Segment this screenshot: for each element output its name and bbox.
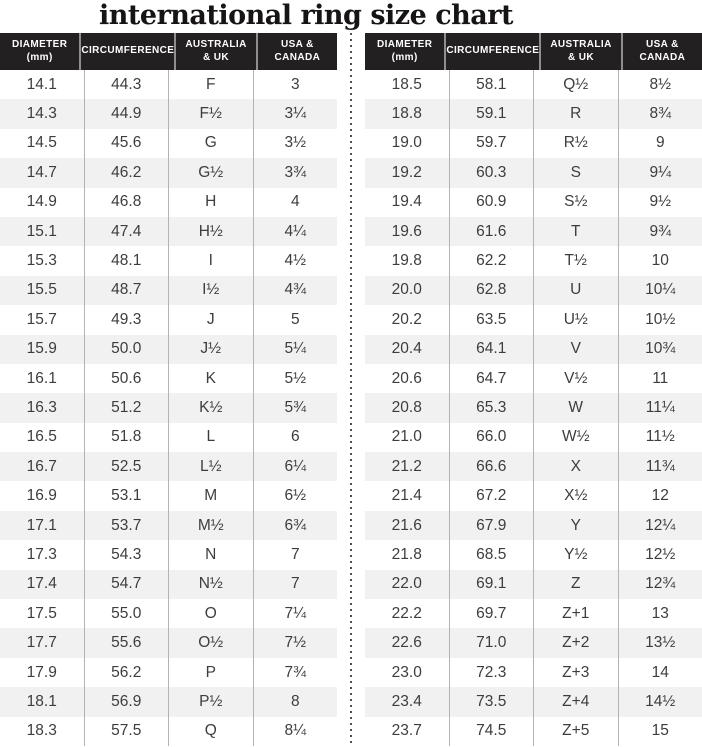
table-cell: K xyxy=(168,364,253,393)
table-cell: 67.2 xyxy=(449,481,534,510)
table-row xyxy=(0,70,337,99)
table-cell: 63.5 xyxy=(449,305,534,334)
table-cell: 69.7 xyxy=(449,599,534,628)
table-row xyxy=(0,217,337,246)
table-cell: 5¼ xyxy=(253,335,338,364)
table-row xyxy=(365,658,702,687)
table-row xyxy=(0,158,337,187)
table-cell: 17.9 xyxy=(26,663,57,681)
table-cell: 52.5 xyxy=(84,452,169,481)
table-cell: 18.5 xyxy=(391,75,422,93)
table-row xyxy=(365,687,702,716)
table-cell: 58.1 xyxy=(449,70,534,99)
table-cell: 7¼ xyxy=(253,599,338,628)
column-header-line: CANADA xyxy=(639,51,686,63)
table-row xyxy=(365,570,702,599)
table-header xyxy=(365,33,702,70)
table-cell: 21.0 xyxy=(391,428,422,446)
table-row xyxy=(0,188,337,217)
table-cell: 60.3 xyxy=(449,158,534,187)
table-row xyxy=(0,129,337,158)
table-cell: 18.8 xyxy=(391,105,422,123)
table-cell: 20.8 xyxy=(391,398,422,416)
table-cell: 5 xyxy=(253,305,338,334)
table-cell: 18.3 xyxy=(26,722,57,740)
table-cell: 57.5 xyxy=(84,717,169,746)
table-cell: 64.7 xyxy=(449,364,534,393)
table-cell: 45.6 xyxy=(84,129,169,158)
table-cell: 64.1 xyxy=(449,335,534,364)
table-cell: F½ xyxy=(168,99,253,128)
table-cell: 62.8 xyxy=(449,276,534,305)
table-cell: T½ xyxy=(533,246,618,275)
table-cell: 44.3 xyxy=(84,70,169,99)
table-cell: 14.1 xyxy=(26,75,57,93)
column-header xyxy=(256,33,337,70)
table-cell: Z xyxy=(533,570,618,599)
table-cell: 12¾ xyxy=(618,570,702,599)
column-header-line: DIAMETER xyxy=(376,39,433,50)
column-header-line: USA & xyxy=(280,39,314,50)
table-cell: V xyxy=(533,335,618,364)
table-cell: 14.9 xyxy=(26,193,57,211)
table-cell: 15.3 xyxy=(26,252,57,270)
table-cell: 12 xyxy=(618,481,702,510)
table-row xyxy=(0,276,337,305)
table-cell: 51.8 xyxy=(84,423,169,452)
table-row xyxy=(0,658,337,687)
table-cell: 16.1 xyxy=(26,369,57,387)
table-row xyxy=(365,599,702,628)
table-cell: S xyxy=(533,158,618,187)
table-cell: X xyxy=(533,452,618,481)
table-cell: 50.0 xyxy=(84,335,169,364)
table-cell: 4¾ xyxy=(253,276,338,305)
table-row xyxy=(365,540,702,569)
table-cell: 8½ xyxy=(618,70,702,99)
table-cell: Z+2 xyxy=(533,628,618,657)
table-cell: N xyxy=(168,540,253,569)
table-cell: 14.3 xyxy=(26,105,57,123)
table-row xyxy=(0,687,337,716)
table-cell: R xyxy=(533,99,618,128)
table-row xyxy=(365,717,702,746)
table-cell: Z+1 xyxy=(533,599,618,628)
table-cell: 59.1 xyxy=(449,99,534,128)
table-cell: 53.1 xyxy=(84,481,169,510)
table-row xyxy=(0,246,337,275)
table-cell: 21.4 xyxy=(391,487,422,505)
table-cell: H½ xyxy=(168,217,253,246)
table-cell: 4 xyxy=(253,188,338,217)
table-header xyxy=(0,33,337,70)
table-cell: Z+3 xyxy=(533,658,618,687)
table-row xyxy=(0,599,337,628)
table-cell: I½ xyxy=(168,276,253,305)
table-cell: 48.1 xyxy=(84,246,169,275)
ring-size-table-left xyxy=(0,33,337,747)
table-cell: 74.5 xyxy=(449,717,534,746)
column-header xyxy=(444,33,539,70)
table-cell: I xyxy=(168,246,253,275)
table-cell: 18.1 xyxy=(26,692,57,710)
table-cell: Q½ xyxy=(533,70,618,99)
table-cell: 10 xyxy=(618,246,702,275)
table-cell: W½ xyxy=(533,423,618,452)
table-cell: Y½ xyxy=(533,540,618,569)
table-row xyxy=(365,393,702,422)
table-row xyxy=(0,481,337,510)
table-cell: 46.8 xyxy=(84,188,169,217)
table-cell: S½ xyxy=(533,188,618,217)
table-cell: 46.2 xyxy=(84,158,169,187)
ring-size-tables xyxy=(0,33,702,747)
table-cell: 59.7 xyxy=(449,129,534,158)
table-cell: R½ xyxy=(533,129,618,158)
table-cell: 17.4 xyxy=(26,575,57,593)
table-cell: Q xyxy=(168,717,253,746)
table-cell: 19.4 xyxy=(391,193,422,211)
table-cell: 10¼ xyxy=(618,276,702,305)
table-cell: 9 xyxy=(618,129,702,158)
table-cell: 11 xyxy=(618,364,702,393)
column-header-line: USA & xyxy=(645,39,679,50)
column-header-line: CANADA xyxy=(274,51,321,63)
table-row xyxy=(365,99,702,128)
table-cell: 53.7 xyxy=(84,511,169,540)
table-cell: 54.3 xyxy=(84,540,169,569)
table-row xyxy=(0,423,337,452)
table-row xyxy=(0,393,337,422)
page-title: international ring size chart xyxy=(99,0,513,31)
table-row xyxy=(365,364,702,393)
column-header xyxy=(174,33,255,70)
table-row xyxy=(365,217,702,246)
column-header xyxy=(365,33,444,70)
table-cell: 10¾ xyxy=(618,335,702,364)
table-body xyxy=(365,70,702,747)
table-cell: 15 xyxy=(618,717,702,746)
table-cell: V½ xyxy=(533,364,618,393)
column-header xyxy=(621,33,702,70)
table-cell: 17.7 xyxy=(26,634,57,652)
table-cell: 8¼ xyxy=(253,717,338,746)
table-row xyxy=(365,423,702,452)
table-cell: K½ xyxy=(168,393,253,422)
dotted-divider xyxy=(350,33,352,747)
table-cell: N½ xyxy=(168,570,253,599)
table-cell: X½ xyxy=(533,481,618,510)
table-cell: 21.8 xyxy=(391,545,422,563)
title-bar xyxy=(0,0,702,33)
table-cell: 19.8 xyxy=(391,252,422,270)
column-header xyxy=(539,33,620,70)
table-cell: 14.7 xyxy=(26,163,57,181)
table-row xyxy=(0,511,337,540)
column-header-line: (mm) xyxy=(391,51,418,63)
table-cell: 49.3 xyxy=(84,305,169,334)
table-cell: 71.0 xyxy=(449,628,534,657)
table-cell: W xyxy=(533,393,618,422)
table-cell: 14½ xyxy=(618,687,702,716)
table-cell: 14 xyxy=(618,658,702,687)
table-cell: 44.9 xyxy=(84,99,169,128)
table-cell: 23.4 xyxy=(391,692,422,710)
table-cell: 23.7 xyxy=(391,722,422,740)
column-header-line: (mm) xyxy=(26,51,53,63)
table-cell: 20.6 xyxy=(391,369,422,387)
table-cell: 16.3 xyxy=(26,398,57,416)
column-header xyxy=(0,33,79,70)
table-cell: O xyxy=(168,599,253,628)
table-cell: 11¼ xyxy=(618,393,702,422)
table-cell: 72.3 xyxy=(449,658,534,687)
table-row xyxy=(365,511,702,540)
table-cell: 50.6 xyxy=(84,364,169,393)
table-cell: 55.6 xyxy=(84,628,169,657)
table-row xyxy=(0,717,337,746)
table-cell: 15.1 xyxy=(26,222,57,240)
table-cell: 65.3 xyxy=(449,393,534,422)
table-cell: 15.9 xyxy=(26,340,57,358)
table-cell: 55.0 xyxy=(84,599,169,628)
table-row xyxy=(365,70,702,99)
table-row xyxy=(365,158,702,187)
table-cell: 16.7 xyxy=(26,457,57,475)
table-cell: 14.5 xyxy=(26,134,57,152)
table-cell: P½ xyxy=(168,687,253,716)
table-row xyxy=(365,276,702,305)
table-cell: 19.2 xyxy=(391,163,422,181)
table-row xyxy=(0,570,337,599)
table-cell: 3½ xyxy=(253,129,338,158)
table-cell: 3¼ xyxy=(253,99,338,128)
table-cell: 16.5 xyxy=(26,428,57,446)
table-cell: G½ xyxy=(168,158,253,187)
table-cell: 73.5 xyxy=(449,687,534,716)
table-cell: 20.4 xyxy=(391,340,422,358)
table-cell: 6½ xyxy=(253,481,338,510)
table-row xyxy=(365,335,702,364)
table-row xyxy=(0,335,337,364)
table-cell: 8 xyxy=(253,687,338,716)
table-cell: J xyxy=(168,305,253,334)
column-header-line: & UK xyxy=(202,51,230,63)
table-cell: 6¾ xyxy=(253,511,338,540)
table-cell: 9¾ xyxy=(618,217,702,246)
table-cell: 13½ xyxy=(618,628,702,657)
table-cell: 3 xyxy=(253,70,338,99)
table-cell: 21.6 xyxy=(391,516,422,534)
table-cell: 62.2 xyxy=(449,246,534,275)
table-cell: 69.1 xyxy=(449,570,534,599)
table-cell: 17.3 xyxy=(26,545,57,563)
table-cell: L½ xyxy=(168,452,253,481)
table-cell: 9¼ xyxy=(618,158,702,187)
table-cell: 8¾ xyxy=(618,99,702,128)
table-row xyxy=(0,452,337,481)
column-header-line: CIRCUMFERENCE xyxy=(446,45,540,57)
table-cell: 12¼ xyxy=(618,511,702,540)
table-row xyxy=(0,305,337,334)
table-row xyxy=(365,628,702,657)
table-row xyxy=(365,452,702,481)
table-cell: 10½ xyxy=(618,305,702,334)
table-cell: 7½ xyxy=(253,628,338,657)
table-cell: 5½ xyxy=(253,364,338,393)
table-cell: O½ xyxy=(168,628,253,657)
table-body xyxy=(0,70,337,747)
table-cell: 6 xyxy=(253,423,338,452)
table-cell: 51.2 xyxy=(84,393,169,422)
table-cell: H xyxy=(168,188,253,217)
table-cell: 54.7 xyxy=(84,570,169,599)
table-row xyxy=(0,99,337,128)
table-cell: 22.2 xyxy=(391,604,422,622)
table-cell: 61.6 xyxy=(449,217,534,246)
table-cell: 48.7 xyxy=(84,276,169,305)
table-cell: T xyxy=(533,217,618,246)
table-cell: 23.0 xyxy=(391,663,422,681)
table-cell: 19.0 xyxy=(391,134,422,152)
table-cell: 56.2 xyxy=(84,658,169,687)
table-row xyxy=(365,305,702,334)
table-cell: 20.0 xyxy=(391,281,422,299)
table-cell: L xyxy=(168,423,253,452)
table-row xyxy=(0,364,337,393)
table-cell: J½ xyxy=(168,335,253,364)
table-row xyxy=(365,129,702,158)
table-cell: 5¾ xyxy=(253,393,338,422)
column-header-line: & UK xyxy=(567,51,595,63)
table-cell: M xyxy=(168,481,253,510)
table-cell: F xyxy=(168,70,253,99)
table-cell: Y xyxy=(533,511,618,540)
table-cell: 11½ xyxy=(618,423,702,452)
table-cell: 15.5 xyxy=(26,281,57,299)
table-cell: P xyxy=(168,658,253,687)
table-cell: G xyxy=(168,129,253,158)
table-cell: Z+5 xyxy=(533,717,618,746)
column-header-line: AUSTRALIA xyxy=(550,39,612,50)
table-cell: 3¾ xyxy=(253,158,338,187)
table-cell: 9½ xyxy=(618,188,702,217)
table-cell: 56.9 xyxy=(84,687,169,716)
table-cell: Z+4 xyxy=(533,687,618,716)
table-cell: 68.5 xyxy=(449,540,534,569)
table-row xyxy=(0,628,337,657)
table-cell: 12½ xyxy=(618,540,702,569)
table-cell: 22.6 xyxy=(391,634,422,652)
column-header-line: CIRCUMFERENCE xyxy=(81,45,175,57)
table-cell: 20.2 xyxy=(391,310,422,328)
table-cell: 19.6 xyxy=(391,222,422,240)
table-row xyxy=(365,246,702,275)
table-cell: 7¾ xyxy=(253,658,338,687)
table-cell: 13 xyxy=(618,599,702,628)
table-cell: 7 xyxy=(253,540,338,569)
table-row xyxy=(365,188,702,217)
table-cell: 16.9 xyxy=(26,487,57,505)
table-cell: 6¼ xyxy=(253,452,338,481)
table-cell: 11¾ xyxy=(618,452,702,481)
table-cell: 17.5 xyxy=(26,604,57,622)
table-cell: 22.0 xyxy=(391,575,422,593)
column-header-line: AUSTRALIA xyxy=(185,39,247,50)
ring-size-table-right xyxy=(365,33,702,747)
table-row xyxy=(365,481,702,510)
table-cell: U½ xyxy=(533,305,618,334)
table-cell: 7 xyxy=(253,570,338,599)
column-header xyxy=(79,33,174,70)
table-row xyxy=(0,540,337,569)
table-cell: 60.9 xyxy=(449,188,534,217)
table-cell: 15.7 xyxy=(26,310,57,328)
table-cell: 67.9 xyxy=(449,511,534,540)
column-header-line: DIAMETER xyxy=(11,39,68,50)
table-cell: 4½ xyxy=(253,246,338,275)
table-cell: 21.2 xyxy=(391,457,422,475)
table-cell: 4¼ xyxy=(253,217,338,246)
table-cell: 17.1 xyxy=(26,516,57,534)
table-cell: U xyxy=(533,276,618,305)
table-cell: 66.6 xyxy=(449,452,534,481)
table-cell: 66.0 xyxy=(449,423,534,452)
table-cell: M½ xyxy=(168,511,253,540)
table-cell: 47.4 xyxy=(84,217,169,246)
